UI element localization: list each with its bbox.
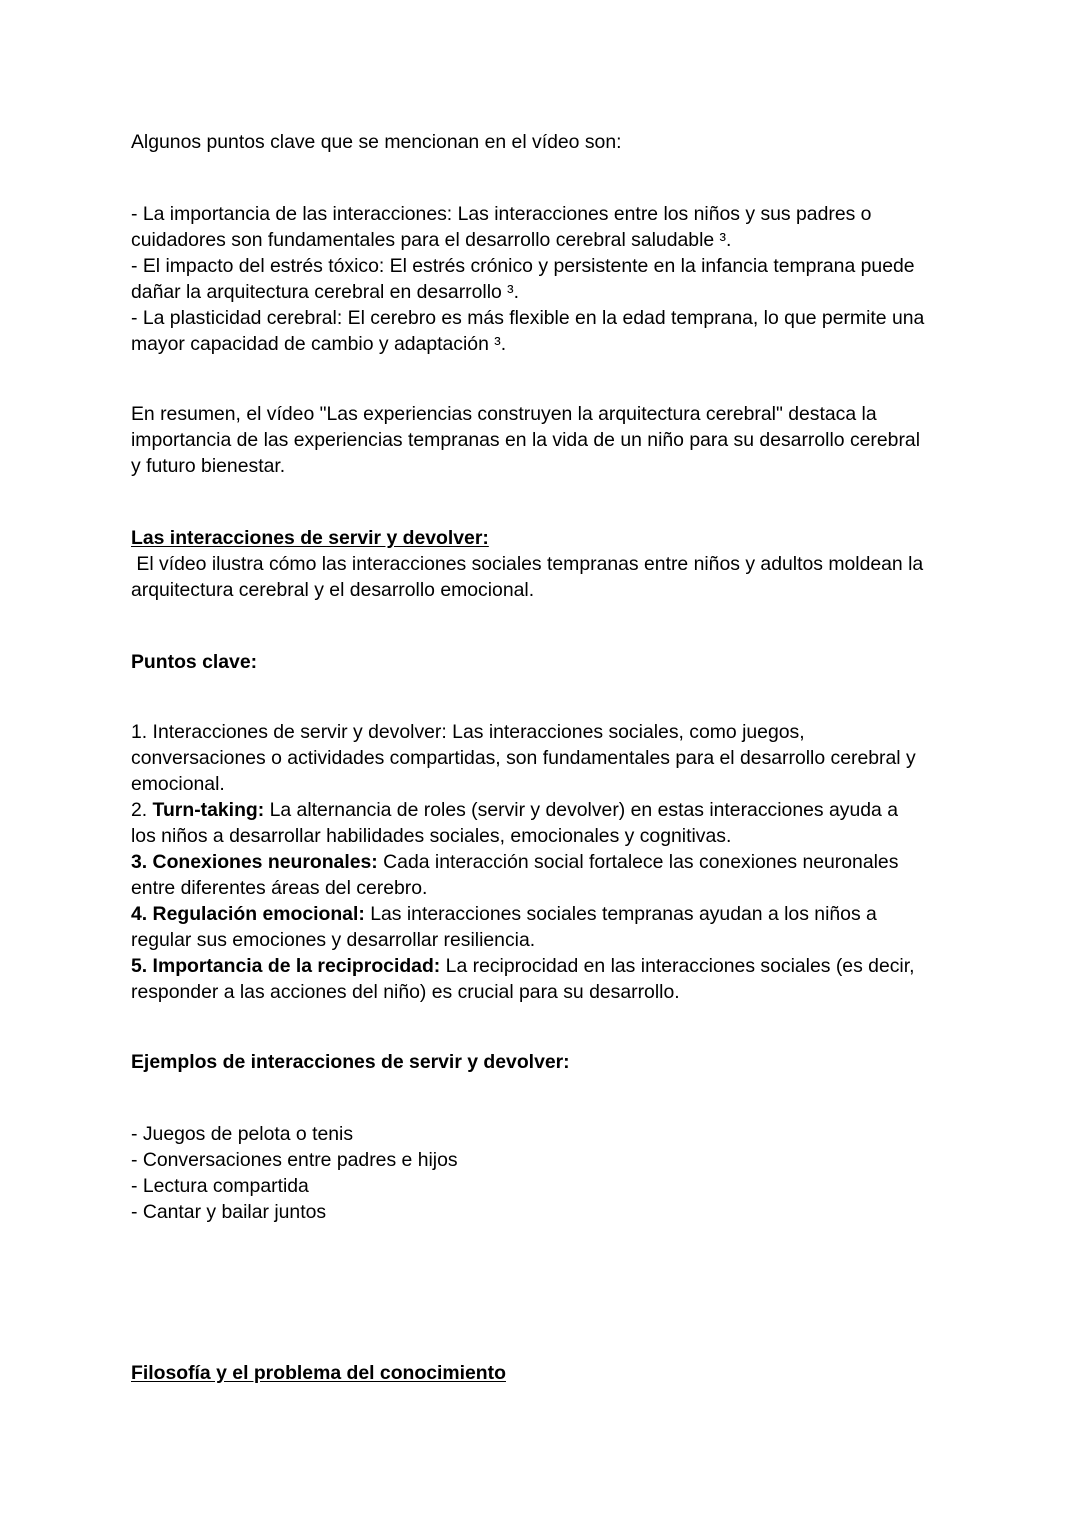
summary-paragraph <box>131 401 961 479</box>
item-number: 5. <box>131 955 148 977</box>
list-item-continuation: los niños a desarrollar habilidades sociales, emocionales y cognitivas. <box>131 825 732 847</box>
item-number: 1. <box>131 721 148 743</box>
list-item-continuation: regular sus emociones y desarrollar resiliencia. <box>131 929 536 951</box>
list-item <box>131 953 961 979</box>
section-heading: Las interacciones de servir y devolver: <box>131 527 489 549</box>
item-text: Cada interacción social fortalece las conexiones neuronales <box>377 851 899 873</box>
examples-list <box>131 1121 961 1225</box>
item-title: Turn-taking: <box>147 799 265 821</box>
list-item <box>131 797 961 823</box>
list-item-continuation: conversaciones o actividades compartidas, son fundamentales para el desarrollo cerebral y <box>131 747 916 769</box>
intro-paragraph <box>131 129 961 155</box>
item-number: 4. <box>131 903 148 925</box>
summary-line: En resumen, el vídeo "Las experiencias construyen la arquitectura cerebral" destaca la <box>131 403 877 425</box>
puntos-clave-heading-text: Puntos clave: <box>131 651 258 673</box>
example-item: - Cantar y bailar juntos <box>131 1201 327 1223</box>
list-item <box>131 901 961 927</box>
section-body-line: arquitectura cerebral y el desarrollo emocional. <box>131 579 535 601</box>
summary-line: importancia de las experiencias tempranas en la vida de un niño para su desarrollo cerebral <box>131 429 921 451</box>
item-text: La reciprocidad en las interacciones sociales (es decir, <box>440 955 915 977</box>
list-item-continuation: entre diferentes áreas del cerebro. <box>131 877 428 899</box>
examples-heading <box>131 1049 961 1075</box>
key-point-line: dañar la arquitectura cerebral en desarrollo ³. <box>131 281 520 303</box>
section-body-line: El vídeo ilustra cómo las interacciones sociales tempranas entre niños y adultos moldean la <box>131 553 924 575</box>
item-title: Importancia de la reciprocidad: <box>147 955 441 977</box>
item-text: Interacciones de servir y devolver: Las interacciones sociales, como juegos, <box>147 721 805 743</box>
item-text: La alternancia de roles (servir y devolver) en estas interacciones ayuda a <box>264 799 898 821</box>
key-points-list <box>131 201 961 357</box>
key-point-line: - La plasticidad cerebral: El cerebro es más flexible en la edad temprana, lo que permite una <box>131 307 925 329</box>
item-title: Regulación emocional: <box>147 903 365 925</box>
example-item: - Conversaciones entre padres e hijos <box>131 1149 458 1171</box>
item-text: Las interacciones sociales tempranas ayudan a los niños a <box>364 903 877 925</box>
key-point-line: cuidadores son fundamentales para el desarrollo cerebral saludable ³. <box>131 229 732 251</box>
item-number: 3. <box>131 851 148 873</box>
next-section-heading-text: Filosofía y el problema del conocimiento <box>131 1362 506 1384</box>
key-point-line: mayor capacidad de cambio y adaptación ³. <box>131 333 507 355</box>
item-title: Conexiones neuronales: <box>147 851 378 873</box>
summary-line: y futuro bienestar. <box>131 455 286 477</box>
intro-text: Algunos puntos clave que se mencionan en el vídeo son: <box>131 131 622 153</box>
key-point-line: - La importancia de las interacciones: Las interacciones entre los niños y sus padres o <box>131 203 872 225</box>
example-item: - Juegos de pelota o tenis <box>131 1123 354 1145</box>
key-point-line: - El impacto del estrés tóxico: El estrés crónico y persistente en la infancia temprana puede <box>131 255 915 277</box>
example-item: - Lectura compartida <box>131 1175 309 1197</box>
serve-return-section <box>131 525 961 603</box>
list-item <box>131 849 961 875</box>
list-item-continuation: responder a las acciones del niño) es crucial para su desarrollo. <box>131 981 680 1003</box>
item-number: 2. <box>131 799 148 821</box>
examples-heading-text: Ejemplos de interacciones de servir y devolver: <box>131 1051 570 1073</box>
next-section-heading <box>131 1360 961 1386</box>
puntos-clave-heading <box>131 649 961 675</box>
list-item-continuation: emocional. <box>131 773 225 795</box>
numbered-list <box>131 719 961 1005</box>
list-item <box>131 719 961 745</box>
